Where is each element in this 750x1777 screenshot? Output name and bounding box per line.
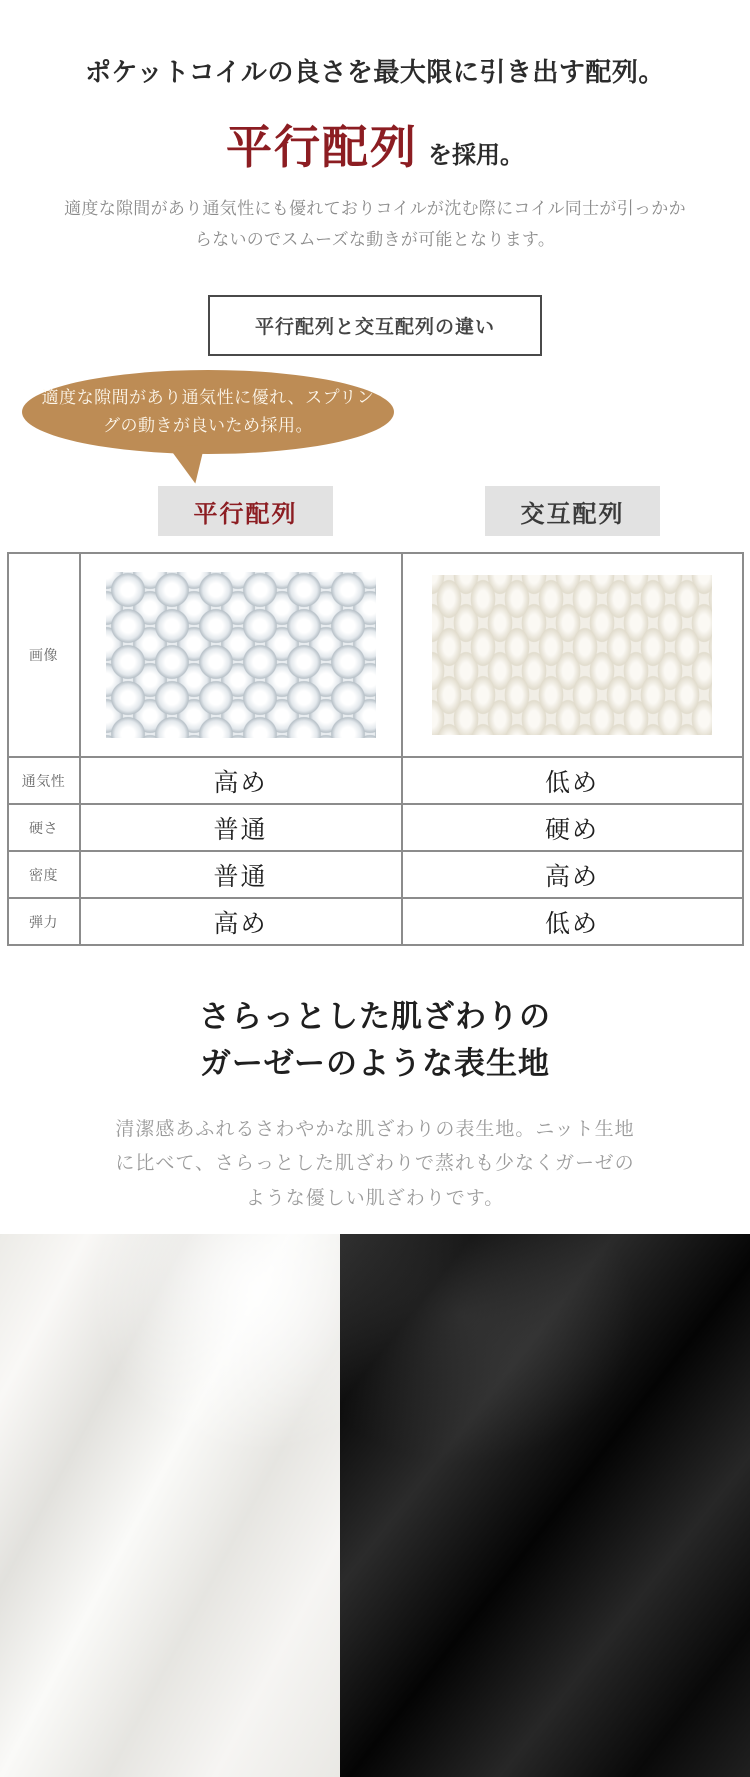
parallel-coil-photo	[106, 572, 376, 738]
table-cell-alternate-image	[402, 553, 743, 757]
table-cell-label: 弾力	[8, 898, 80, 945]
table-row-image	[8, 553, 743, 757]
label-column-spacer	[14, 486, 82, 536]
parallel-arrangement-highlight: 平行配列	[226, 120, 418, 173]
comparison-table	[7, 552, 744, 946]
column-headers	[0, 486, 750, 536]
intro-title: ポケットコイルの良さを最大限に引き出す配列。	[85, 57, 665, 87]
table-cell-parallel-image	[80, 553, 402, 757]
intro-description: 適度な隙間があり通気性にも優れておりコイルが沈む際にコイル同士が引っかからないのでスムーズな動きが可能となります。	[64, 198, 686, 250]
table-cell-parallel: 高め	[80, 898, 402, 945]
speech-bubble-body	[22, 370, 394, 454]
speech-bubble-tail	[169, 445, 208, 485]
table-cell-label: 密度	[8, 851, 80, 898]
black-fabric-photo	[340, 1234, 750, 1777]
fabric-heading-line2: ガーゼーのような表生地	[199, 1045, 551, 1081]
alternate-coil-photo	[432, 575, 712, 735]
table-cell-label: 画像	[8, 553, 80, 757]
parallel-column-header: 平行配列	[158, 486, 333, 536]
speech-bubble-text: 適度な隙間があり通気性に優れ、スプリングの動きが良いため採用。	[41, 388, 375, 436]
table-cell-alternate: 硬め	[402, 804, 743, 851]
comparison-box-title: 平行配列と交互配列の違い	[208, 295, 542, 356]
fabric-photos	[0, 1234, 750, 1777]
fabric-heading	[0, 994, 750, 1087]
table-cell-alternate: 高め	[402, 851, 743, 898]
table-row	[8, 804, 743, 851]
fabric-heading-line1: さらっとした肌ざわりの	[199, 999, 551, 1035]
table-cell-alternate: 低め	[402, 898, 743, 945]
table-cell-parallel: 普通	[80, 804, 402, 851]
table-cell-label: 通気性	[8, 757, 80, 804]
fabric-description: 清潔感あふれるさわやかな肌ざわりの表生地。ニット生地に比べて、さらっとした肌ざわりで蒸れも少なくガーゼのような優しい肌ざわりです。	[115, 1119, 635, 1209]
speech-bubble	[22, 370, 394, 486]
white-fabric-photo	[0, 1234, 340, 1777]
adopt-suffix: を採用。	[428, 141, 524, 169]
table-row	[8, 757, 743, 804]
alternate-column-header: 交互配列	[485, 486, 660, 536]
table-row	[8, 851, 743, 898]
table-cell-parallel: 高め	[80, 757, 402, 804]
table-row	[8, 898, 743, 945]
table-cell-alternate: 低め	[402, 757, 743, 804]
table-cell-parallel: 普通	[80, 851, 402, 898]
adopt-line	[0, 111, 750, 177]
table-cell-label: 硬さ	[8, 804, 80, 851]
